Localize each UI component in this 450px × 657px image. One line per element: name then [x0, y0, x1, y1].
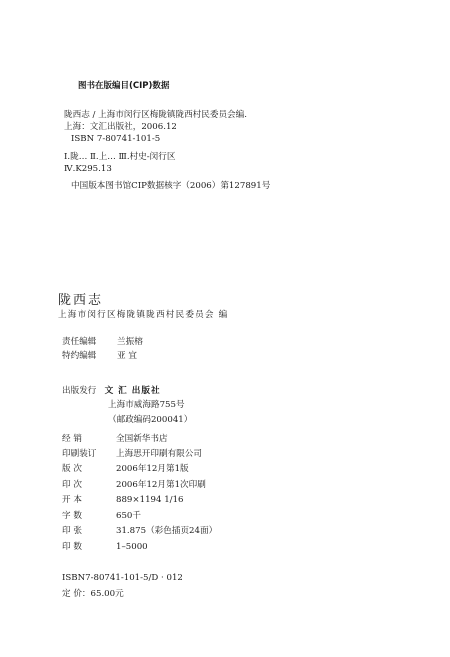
- isbn-line: ISBN7-80741-101-5/D · 012: [62, 573, 183, 583]
- price-row: [62, 587, 124, 599]
- spec-row-edition: [62, 462, 189, 474]
- spec-row-printrun: [62, 540, 148, 552]
- spec-value: 650千: [116, 511, 141, 521]
- spec-label: 印 次: [62, 480, 82, 490]
- spec-value: 全国新华书店: [116, 434, 168, 444]
- publisher-name: 文 汇 出版社: [104, 386, 161, 396]
- spec-label: 字 数: [62, 511, 82, 521]
- book-compiler: 上海市闵行区梅陇镇陇西村民委员会 编: [58, 310, 229, 320]
- cip-line: Ⅳ.K295.13: [64, 164, 112, 174]
- price-value: 65.00元: [90, 589, 124, 599]
- cip-check-number: 中国版本图书馆CIP数据核字（2006）第127891号: [71, 181, 271, 191]
- spec-row-sheets: [62, 524, 217, 536]
- spec-row-wordcount: [62, 509, 141, 521]
- spec-value: 31.875（彩色插页24面）: [116, 526, 218, 536]
- spec-value: 2006年12月第1版: [116, 464, 189, 474]
- publisher-postcode: （邮政编码200041）: [108, 415, 193, 425]
- price-label: 定 价：: [62, 589, 91, 599]
- editor-row: [62, 335, 143, 347]
- spec-label: 印 数: [62, 542, 82, 552]
- spec-value: 1–5000: [116, 542, 148, 552]
- spec-row-format: [62, 493, 184, 505]
- spec-label: 版 次: [62, 464, 82, 474]
- cip-line: 陇西志 / 上海市闵行区梅陇镇陇西村民委员会编.: [64, 110, 247, 120]
- spec-label: 印刷装订: [62, 449, 97, 459]
- spec-value: 2006年12月第1次印刷: [116, 480, 206, 490]
- editor-label: 责任编辑: [62, 337, 97, 347]
- cip-line: 上海：文汇出版社，2006.12: [64, 122, 177, 132]
- spec-row-printer: [62, 447, 202, 459]
- book-title: 陇西志: [58, 293, 104, 308]
- editor-name: 亚 宜: [117, 351, 137, 361]
- spec-row-printing: [62, 478, 206, 490]
- editor-name: 兰振榕: [117, 337, 143, 347]
- editor-row: [62, 349, 137, 361]
- spec-value: 上海思开印刷有限公司: [116, 449, 202, 459]
- cip-line: ISBN 7-80741-101-5: [71, 134, 161, 144]
- spec-row-distributor: [62, 432, 168, 444]
- publisher-label: 出版发行: [62, 386, 97, 396]
- cip-heading: 图书在版编目(CIP)数据: [78, 81, 170, 91]
- spec-label: 开 本: [62, 495, 82, 505]
- spec-value: 889×1194 1/16: [116, 495, 184, 505]
- spec-label: 印 张: [62, 526, 82, 536]
- editor-label: 特约编辑: [62, 351, 97, 361]
- publisher-row: [62, 384, 161, 396]
- publisher-address: 上海市威海路755号: [108, 400, 185, 410]
- spec-label: 经 销: [62, 434, 82, 444]
- cip-line: Ⅰ.陇… Ⅱ.上… Ⅲ.村史-闵行区: [64, 152, 176, 162]
